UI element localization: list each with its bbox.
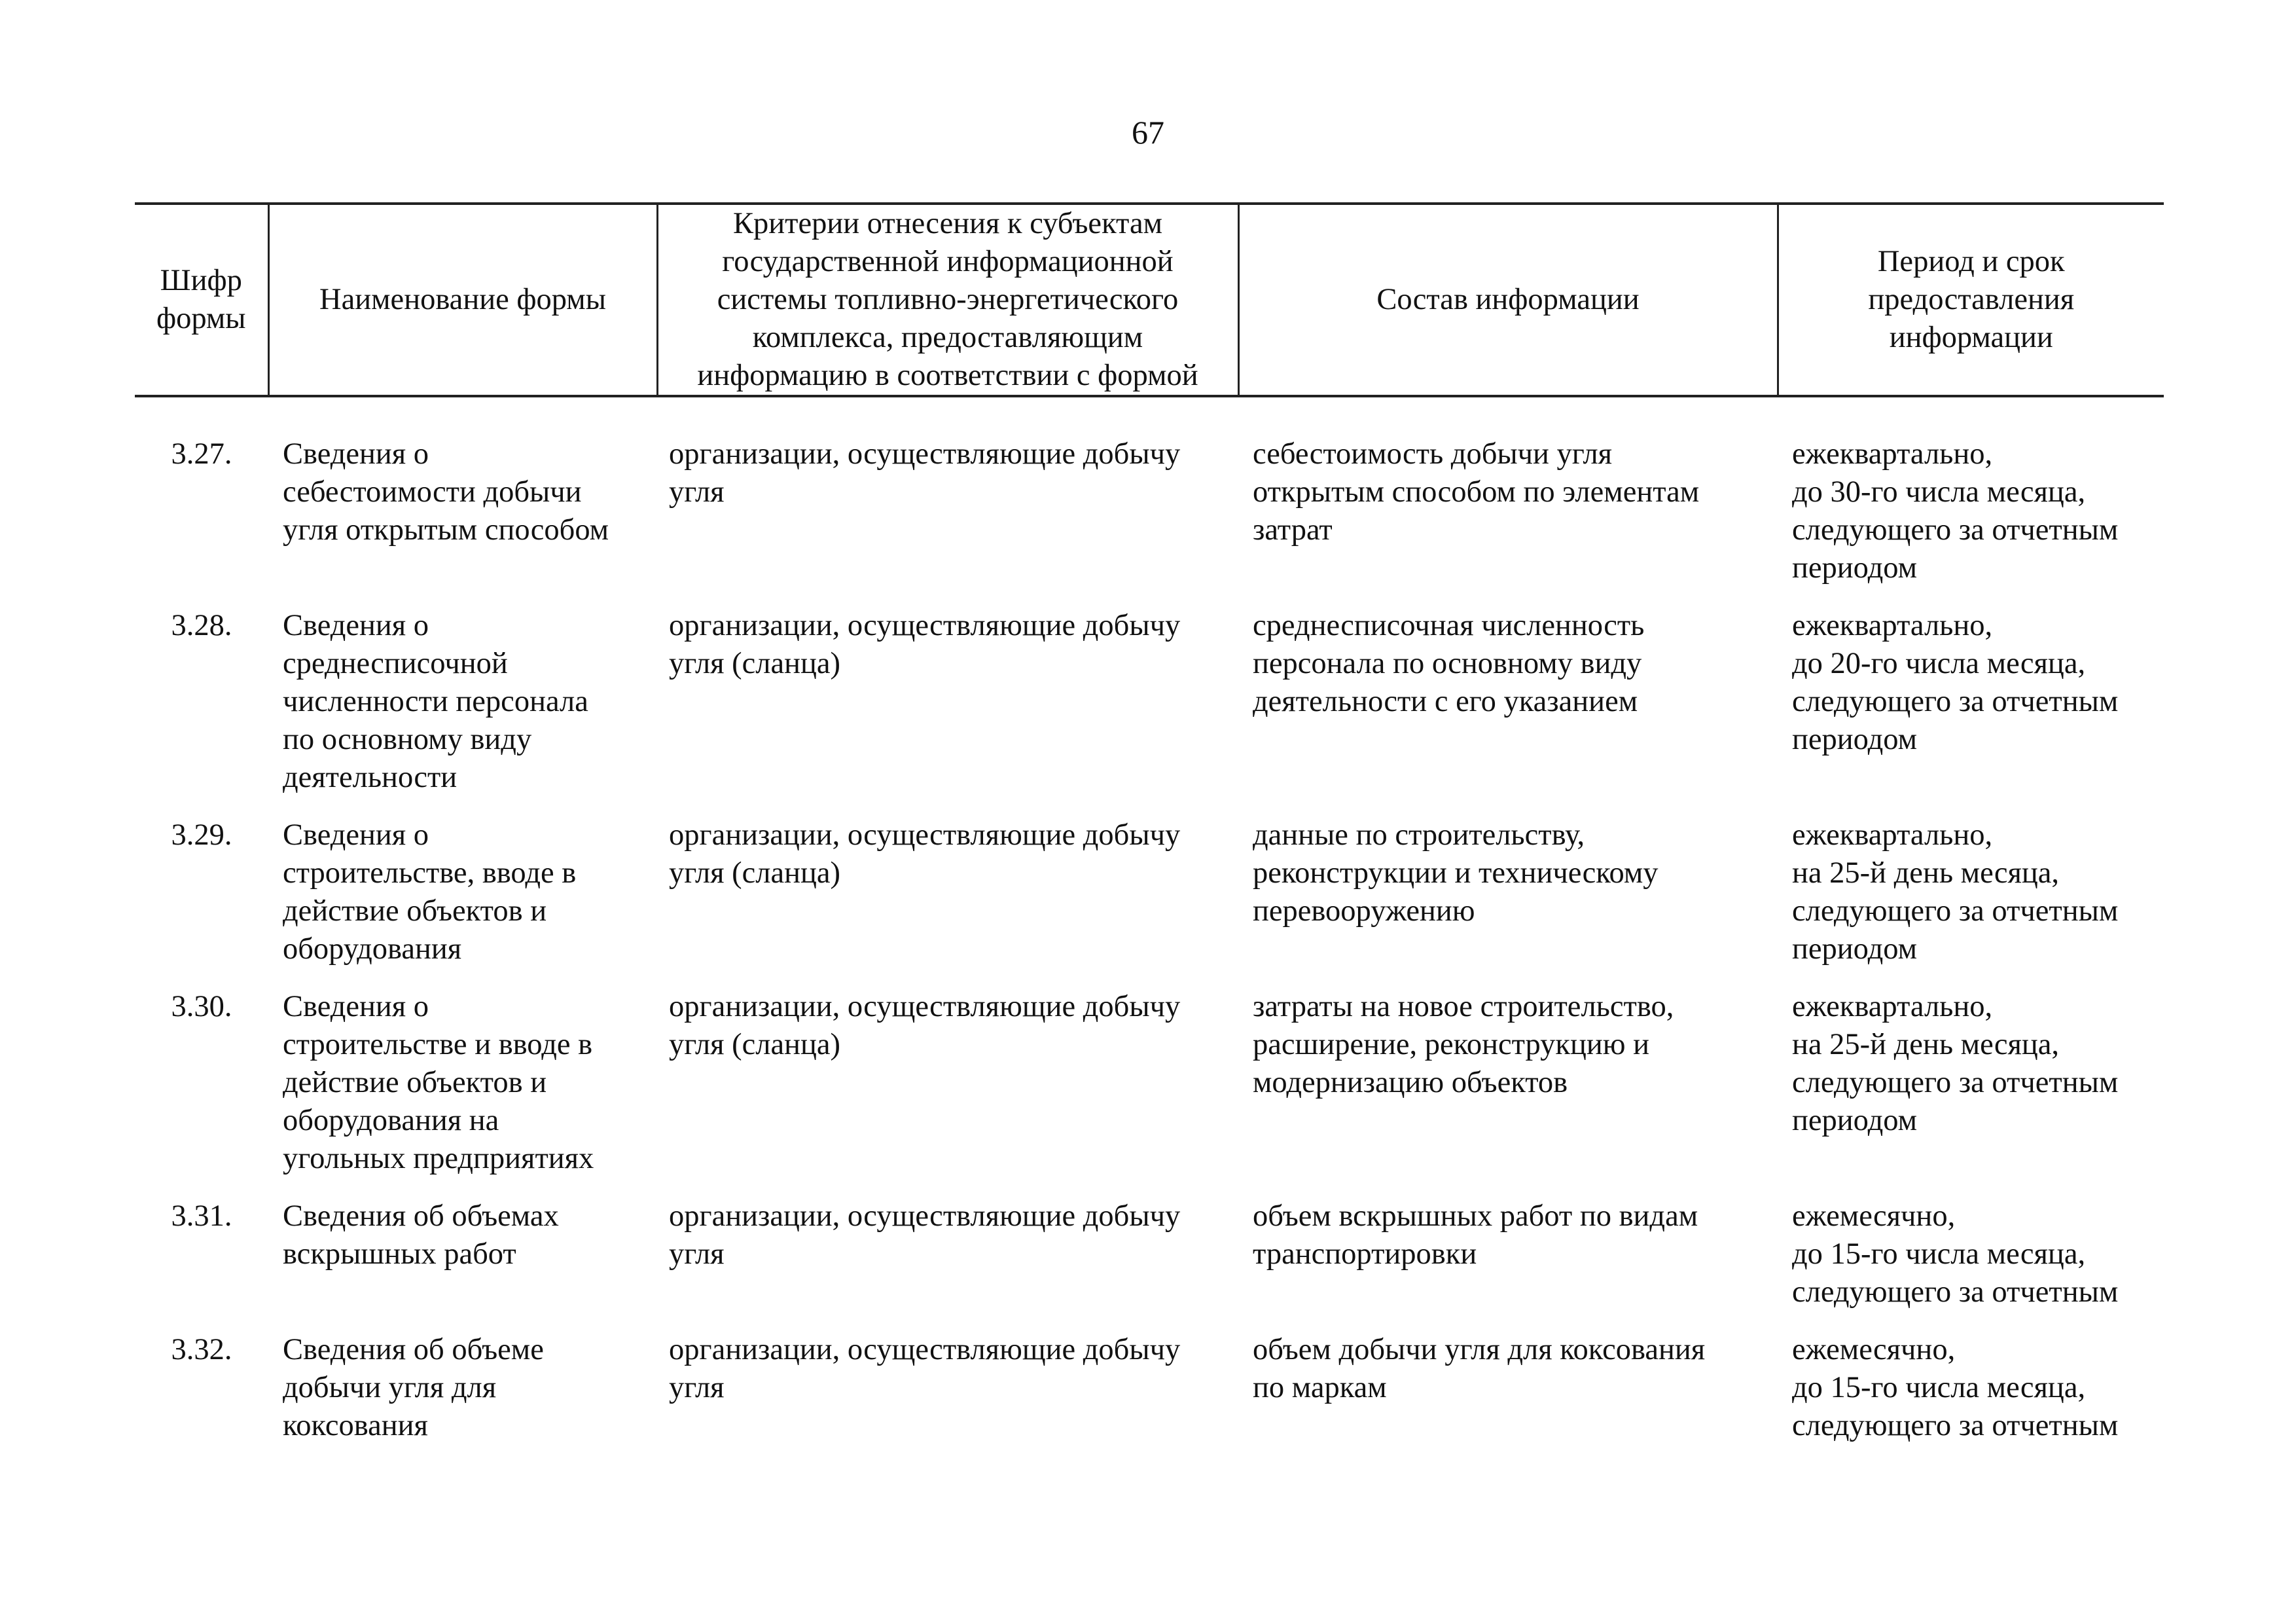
table-row [135,816,2164,988]
page-number: 67 [1132,114,1164,151]
period-cell: ежемесячно, до 15-го числа месяца, следующего за отчетным [1792,1333,2119,1442]
form-name-cell: Сведения об объемах вскрышных работ [283,1199,559,1271]
table-row [135,435,2164,607]
period-cell: ежеквартально, на 25-й день месяца, следующего за отчетным периодом [1792,990,2119,1137]
criteria-cell: организации, осуществляющие добычу угля (сланца) [669,990,1181,1061]
criteria-cell: организации, осуществляющие добычу угля (сланца) [669,818,1181,890]
table-row [135,607,2164,816]
info-cell: объем добычи угля для коксования по маркам [1253,1333,1706,1404]
form-code-cell: 3.30. [171,990,232,1023]
table-row [135,988,2164,1197]
forms-table [135,202,2164,1465]
info-cell: затраты на новое строительство, расширение, реконструкцию и модернизацию объектов [1253,990,1674,1099]
criteria-cell: организации, осуществляющие добычу угля [669,1333,1181,1404]
form-name-cell: Сведения о строительстве и вводе в действие объектов и оборудования на угольных предприятиях [283,990,594,1175]
period-cell: ежемесячно, до 15-го числа месяца, следующего за отчетным [1792,1199,2119,1309]
period-cell: ежеквартально, на 25-й день месяца, следующего за отчетным периодом [1792,818,2119,966]
criteria-cell: организации, осуществляющие добычу угля [669,437,1181,509]
header-criteria: Критерии отнесения к субъектам государственной информационной системы топливно-энергетического комплекса, предоставляющим информацию в соответствии с формой [657,204,1238,396]
header-info-composition: Состав информации [1238,204,1778,396]
form-code-cell: 3.32. [171,1333,232,1366]
header-form-name: Наименование формы [268,204,657,396]
period-cell: ежеквартально, до 20-го числа месяца, следующего за отчетным периодом [1792,609,2119,756]
form-name-cell: Сведения о среднесписочной численности персонала по основному виду деятельности [283,609,588,794]
criteria-cell: организации, осуществляющие добычу угля [669,1199,1181,1271]
table-row [135,1331,2164,1465]
form-code-cell: 3.29. [171,818,232,852]
header-period: Период и срок предоставления информации [1778,204,2164,396]
form-code-cell: 3.28. [171,609,232,642]
info-cell: себестоимость добычи угля открытым способом по элементам затрат [1253,437,1700,547]
form-code-cell: 3.27. [171,437,232,471]
info-cell: данные по строительству, реконструкции и техническому перевооружению [1253,818,1659,928]
criteria-cell: организации, осуществляющие добычу угля (сланца) [669,609,1181,680]
form-name-cell: Сведения о себестоимости добычи угля открытым способом [283,437,609,547]
form-code-cell: 3.31. [171,1199,232,1233]
table-row [135,1197,2164,1331]
period-cell: ежеквартально, до 30-го числа месяца, следующего за отчетным периодом [1792,437,2119,585]
info-cell: объем вскрышных работ по видам транспортировки [1253,1199,1698,1271]
table-header-row [135,204,2164,396]
form-name-cell: Сведения о строительстве, вводе в действие объектов и оборудования [283,818,577,966]
info-cell: среднесписочная численность персонала по основному виду деятельности с его указанием [1253,609,1645,718]
form-name-cell: Сведения об объеме добычи угля для коксования [283,1333,544,1442]
header-form-code: Шифр формы [135,204,268,396]
spacer-row [135,396,2164,435]
